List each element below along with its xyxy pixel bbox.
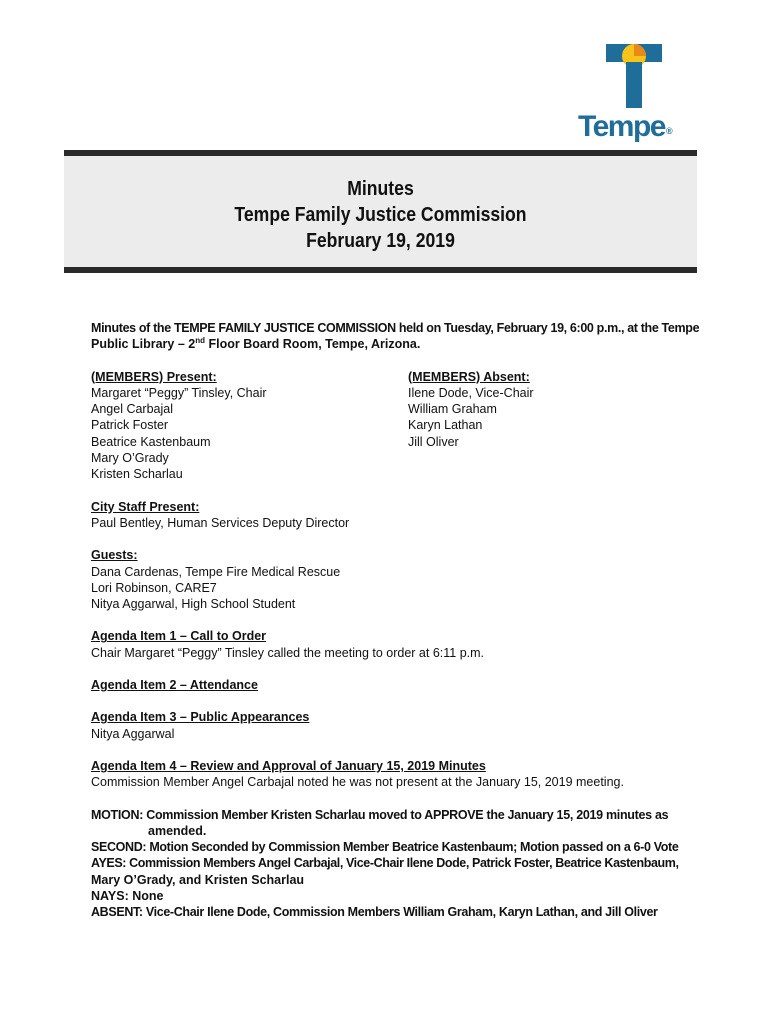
present-member: Angel Carbajal: [91, 402, 173, 417]
staff-line: Paul Bentley, Human Services Deputy Director: [91, 515, 350, 530]
intro-line-2: Public Library – 2nd Floor Board Room, Tempe, Arizona.: [91, 336, 421, 352]
present-member: Kristen Scharlau: [91, 467, 183, 482]
tempe-logo-icon: [604, 42, 664, 110]
guest-line: Nitya Aggarwal, High School Student: [91, 597, 296, 612]
absent-member: Jill Oliver: [408, 434, 459, 449]
absent-member: Ilene Dode, Vice-Chair: [408, 385, 534, 400]
tempe-logo: [574, 40, 694, 146]
members-absent: [408, 369, 534, 483]
absent-line: ABSENT: Vice-Chair Ilene Dode, Commission Members William Graham, Karyn Lathan, and Jill Oliver: [91, 905, 658, 920]
staff-heading: City Staff Present:: [91, 499, 200, 514]
agenda-item-1-heading: Agenda Item 1 – Call to Order: [91, 629, 267, 644]
present-member: Margaret “Peggy” Tinsley, Chair: [91, 385, 267, 400]
logo-wordmark: Tempe®: [578, 110, 673, 143]
second-line: SECOND: Motion Seconded by Commission Member Beatrice Kastenbaum; Motion passed on a 6-0 Vote: [91, 840, 679, 855]
present-heading: (MEMBERS) Present:: [91, 369, 217, 384]
agenda-item-1-text: Chair Margaret “Peggy” Tinsley called the meeting to order at 6:11 p.m.: [91, 645, 485, 660]
guest-line: Lori Robinson, CARE7: [91, 580, 217, 595]
absent-heading: (MEMBERS) Absent:: [408, 369, 530, 384]
present-member: Mary O’Grady: [91, 451, 169, 466]
guests-heading: Guests:: [91, 548, 138, 563]
present-member: Patrick Foster: [91, 418, 169, 433]
meeting-date: February 19, 2019: [306, 230, 455, 252]
agenda-item-4-heading: Agenda Item 4 – Review and Approval of January 15, 2019 Minutes: [91, 758, 486, 773]
agenda-item-3-text: Nitya Aggarwal: [91, 726, 175, 741]
agenda-item-3-heading: Agenda Item 3 – Public Appearances: [91, 710, 310, 725]
page-title: Minutes: [347, 178, 414, 200]
minutes-body: [91, 320, 711, 921]
absent-member: William Graham: [408, 402, 497, 417]
ayes-line-cont: Mary O’Grady, and Kristen Scharlau: [91, 872, 305, 887]
title-banner: [64, 150, 697, 273]
commission-name: Tempe Family Justice Commission: [234, 204, 527, 226]
members-present: [91, 369, 408, 483]
attendance-columns: [91, 369, 711, 483]
agenda-item-4-text: Commission Member Angel Carbajal noted he was not present at the January 15, 2019 meeting.: [91, 775, 624, 790]
intro-line-1: Minutes of the TEMPE FAMILY JUSTICE COMMISSION held on Tuesday, February 19, 6:00 p.m., at the Tempe: [91, 321, 700, 335]
agenda-item-2-heading: Agenda Item 2 – Attendance: [91, 678, 258, 693]
present-member: Beatrice Kastenbaum: [91, 434, 211, 449]
ayes-line: AYES: Commission Members Angel Carbajal, Vice-Chair Ilene Dode, Patrick Foster, Beatrice Kastenbaum,: [91, 856, 679, 871]
nays-line: NAYS: None: [91, 889, 164, 904]
guest-line: Dana Cardenas, Tempe Fire Medical Rescue: [91, 564, 341, 579]
motion-line: MOTION: Commission Member Kristen Scharlau moved to APPROVE the January 15, 2019 minutes as: [91, 807, 669, 822]
absent-member: Karyn Lathan: [408, 418, 483, 433]
motion-line-cont: amended.: [148, 823, 207, 838]
